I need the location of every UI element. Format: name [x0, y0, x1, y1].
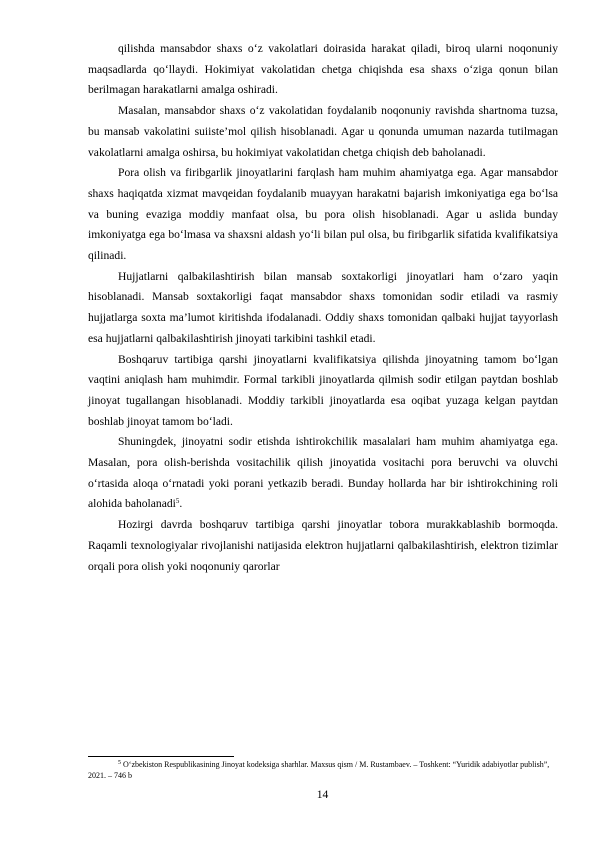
paragraph: Masalan, mansabdor shaxs o‘z vakolatidan foydalanib noqonuniy ravishda shartnoma tuzsa, bu mansab vakolatini suiiste’mol qilish hisoblanadi. Agar u qonunda umuman nazarda tutilmagan vakolatlarni amalga oshirsa, bu hokimiyat vakolatidan chetga chiqish deb baholanadi. [88, 104, 558, 159]
paragraph: Hozirgi davrda boshqaruv tartibiga qarshi jinoyatlar tobora murakkablashib bormoqda. Raqamli texnologiyalar rivojlanishi natijasida elektron hujjatlarni qalbakilashtirish, elektron tizimlar orqali pora olish yoki noqonuniy qarorlar [88, 518, 558, 573]
footnote-text: O‘zbekiston Respublikasining Jinoyat kodeksiga sharhlar. Maxsus qism / M. Rustambaev. – Toshkent: “Yuridik adabiyotlar publish”, 2021. – 746 b [88, 760, 550, 780]
paragraph: qilishda mansabdor shaxs o‘z vakolatlari doirasida harakat qiladi, biroq ularni noqonuniy maqsadlarda qo‘llaydi. Hokimiyat vakolatidan chetga chiqishda esa shaxs o‘ziga qonun bilan berilmagan harakatlarni amalga oshiradi. [88, 42, 558, 97]
paragraph-with-footnote: Shuningdek, jinoyatni sodir etishda ishtirokchilik masalalari ham muhim ahamiyatga ega. Masalan, pora olish-berishda vositachilik qilish jinoyatida vositachi pora beruvchi va oluvchi o‘rtasida aloqa o‘rnatadi yoki porani yetkazib beradi. Bunday hollarda har bir ishtirokchining roli alohida baholanadi$^5$. [88, 435, 558, 511]
paragraph-text: Shuningdek, jinoyatni sodir etishda ishtirokchilik masalalari ham muhim ahamiyatga ega. Masalan, pora olish-berishda vositachilik qilish jinoyatida vositachi pora beruvchi va oluvchi o‘rtasida aloqa o‘rnatadi yoki porani yetkazib beradi. Bunday hollarda har bir ishtirokchining roli alohida baholanadi [88, 435, 558, 511]
paragraph: Hujjatlarni qalbakilashtirish bilan mansab soxtakorligi jinoyatlari ham o‘zaro yaqin hisoblanadi. Mansab soxtakorligi faqat mansabdor shaxs tomonidan sodir etiladi va rasmiy hujjatlarga soxta ma’lumot kiritishda ifodalanadi. Oddiy shaxs tomonidan qalbaki hujjat tayyorlash esa hujjatlarni qalbakilashtirish jinoyati tarkibini tashkil etadi. [88, 269, 558, 345]
footnote-reference: 5 [175, 497, 180, 506]
footnote-separator [88, 756, 234, 757]
body-text [88, 39, 558, 577]
paragraph: Pora olish va firibgarlik jinoyatlarini farqlash ham muhim ahamiyatga ega. Agar mansabdor shaxs haqiqatda xizmat mavqeidan foydalanib muayyan harakatni bajarish imkoniyatiga ega bo‘lsa va buning evaziga moddiy manfaat olsa, bu pora olish hisoblanadi. Agar u aslida bunday imkoniyatga ega bo‘lmasa va shaxsni aldash yo‘li bilan pul olsa, bu firibgarlik sifatida kvalifikatsiya qilinadi. [88, 166, 558, 263]
footnote [88, 759, 558, 781]
footnote-number: 5 [118, 760, 121, 766]
page-number: 14 [316, 788, 329, 801]
paragraph: Boshqaruv tartibiga qarshi jinoyatlarni kvalifikatsiya qilishda jinoyatning tamom bo‘lgan vaqtini aniqlash ham muhimdir. Formal tarkibli jinoyatlarda qilmish sodir etilgan paytdan boshlab jinoyat tugallangan hisoblanadi. Moddiy tarkibli jinoyatlarda esa oqibat yuzaga kelgan paytdan boshlab jinoyat tamom bo‘ladi. [88, 352, 558, 428]
